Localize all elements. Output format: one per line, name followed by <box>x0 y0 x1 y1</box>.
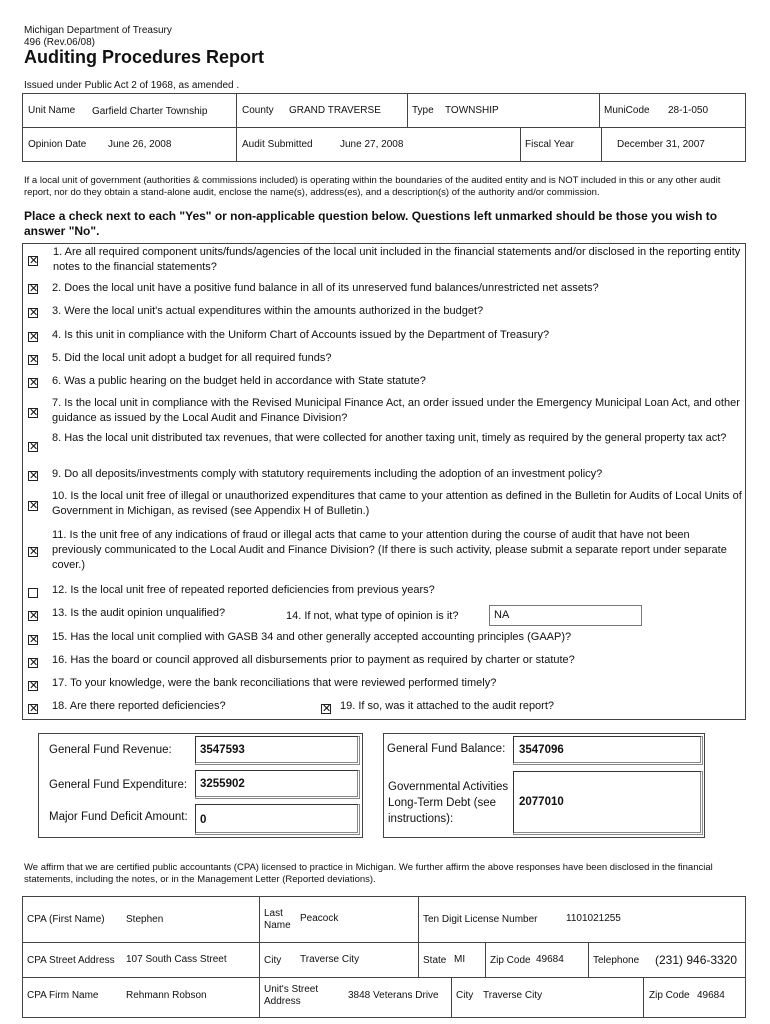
unit-name-label: Unit Name <box>28 105 76 116</box>
q13-text: 13. Is the audit opinion unqualified? <box>52 607 226 619</box>
license-field[interactable]: 1101021255 <box>566 913 621 924</box>
q15-text: 15. Has the local unit complied with GASB 34 and other generally accepted accounting principles (GAAP)? <box>52 631 572 643</box>
q16-checkbox[interactable]: ✕ <box>29 656 39 669</box>
cpa-street-field[interactable]: 107 South Cass Street <box>126 954 227 965</box>
q4-checkbox[interactable]: ✕ <box>29 330 39 343</box>
audit-submitted-label: Audit Submitted <box>242 139 313 150</box>
type-label: Type <box>412 105 434 116</box>
affirmation-text: We affirm that we are certified public accountants (CPA) licensed to practice in Michigan. We further affirm the above responses have been disclosed in the financial statements, including the notes, or in the Management Letter (Reported deviations). <box>24 862 713 885</box>
cpa-last-name-field[interactable]: Peacock <box>300 913 339 924</box>
opinion-date-label: Opinion Date <box>28 139 87 150</box>
unit-name-field[interactable]: Garfield Charter Township <box>92 106 208 117</box>
q14-text: 14. If not, what type of opinion is it? <box>286 610 459 622</box>
q14-opinion-input[interactable]: NA <box>489 605 642 626</box>
q16-text: 16. Has the board or council approved all disbursements prior to payment as required by charter or statute? <box>52 654 575 666</box>
gf-expenditure-label: General Fund Expenditure: <box>49 779 188 791</box>
q4-text: 4. Is this unit in compliance with the Uniform Chart of Accounts issued by the Department of Treasury? <box>52 329 550 341</box>
gf-balance-value: 3547096 <box>519 744 564 756</box>
q7-checkbox[interactable]: ✕ <box>29 406 39 419</box>
q2-text: 2. Does the local unit have a positive fund balance in all of its unreserved fund balances/unrestricted net assets? <box>52 282 599 294</box>
q2-checkbox[interactable]: ✕ <box>29 282 39 295</box>
unit-street-label: Unit's Street Address <box>264 984 319 1007</box>
unit-info-table <box>22 93 746 162</box>
gf-revenue-value: 3547593 <box>200 744 245 756</box>
cpa-table <box>22 896 746 1018</box>
cpa-state-label: State <box>423 955 447 966</box>
q5-checkbox[interactable]: ✕ <box>29 353 39 366</box>
unit-street-field[interactable]: 3848 Veterans Drive <box>348 990 439 1001</box>
q6-text: 6. Was a public hearing on the budget held in accordance with State statute? <box>52 375 426 387</box>
q7-text: 7. Is the local unit in compliance with the Revised Municipal Finance Act, an order issued under the Emergency Municipal Loan Act, and other guidance as issued by the Local Audit and Finance Division? <box>52 397 740 424</box>
department-name: Michigan Department of Treasury <box>24 25 172 36</box>
cpa-state-field[interactable]: MI <box>454 954 466 965</box>
q11-text: 11. Is the unit free of any indications of fraud or illegal acts that came to your attention during the course of audit that have not been previously communicated to the Local Audit and Finance Division? (If there is such activity, please submit a separate report under separate cover.) <box>52 529 727 571</box>
instruction-text: Place a check next to each "Yes" or non-applicable question below. Questions left unmarked should be those you wish to answer "No". <box>24 209 718 238</box>
q12-checkbox[interactable] <box>28 588 38 598</box>
notice-text: If a local unit of government (authorities & commissions included) is operating within the boundaries of the audited entity and is NOT included in this or any other audit report, nor do they obtain a stand-alone audit, enclose the name(s), address(es), and a description(s) of the authority and/or commission. <box>24 175 721 198</box>
cpa-street-label: CPA Street Address <box>27 955 115 966</box>
q8-text: 8. Has the local unit distributed tax revenues, that were collected for another taxing unit, timely as required by the general property tax act? <box>52 432 727 444</box>
cpa-firm-label: CPA Firm Name <box>27 990 99 1001</box>
unit-city-field[interactable]: Traverse City <box>483 990 543 1001</box>
cpa-city-label: City <box>264 955 282 966</box>
cpa-city-field[interactable]: Traverse City <box>300 954 360 965</box>
deficit-value: 0 <box>200 814 207 826</box>
q18-text: 18. Are there reported deficiencies? <box>52 700 226 712</box>
unit-zip-field[interactable]: 49684 <box>697 990 725 1001</box>
cpa-firm-field[interactable]: Rehmann Robson <box>126 990 207 1001</box>
q18-checkbox[interactable]: ✕ <box>29 702 39 715</box>
cpa-phone-label: Telephone <box>593 955 640 966</box>
gf-expenditure-value: 3255902 <box>200 778 245 790</box>
q1-checkbox[interactable]: ✕ <box>29 254 39 267</box>
page-title: Auditing Procedures Report <box>24 47 265 67</box>
unit-zip-label: Zip Code <box>649 990 690 1001</box>
q5-text: 5. Did the local unit adopt a budget for all required funds? <box>52 352 332 364</box>
audit-submitted-field[interactable]: June 27, 2008 <box>340 139 404 150</box>
q13-checkbox[interactable]: ✕ <box>29 609 39 622</box>
q12-text: 12. Is the local unit free of repeated reported deficiencies from previous years? <box>52 584 435 596</box>
county-field[interactable]: GRAND TRAVERSE <box>289 105 381 116</box>
q17-checkbox[interactable]: ✕ <box>29 679 39 692</box>
county-label: County <box>242 105 274 116</box>
q10-text: 10. Is the local unit free of illegal or unauthorized expenditures that came to your attention as defined in the Bulletin for Audits of Local Units of Government in Michigan, as revised (see Appendix H of Bulletin.) <box>52 490 742 517</box>
q17-text: 17. To your knowledge, were the bank reconciliations that were reviewed performed timely? <box>52 677 497 689</box>
q9-text: 9. Do all deposits/investments comply with statutory requirements including the adoption of an investment policy? <box>52 468 603 480</box>
gf-balance-label: General Fund Balance: <box>387 743 506 755</box>
gf-revenue-label: General Fund Revenue: <box>49 744 172 756</box>
deficit-input[interactable] <box>195 804 360 835</box>
q3-text: 3. Were the local unit's actual expenditures within the amounts authorized in the budget? <box>52 305 484 317</box>
gov-debt-value: 2077010 <box>519 796 564 808</box>
unit-city-label: City <box>456 990 474 1001</box>
license-label: Ten Digit License Number <box>423 914 538 925</box>
municode-label: MuniCode <box>604 105 650 116</box>
deficit-label: Major Fund Deficit Amount: <box>49 811 188 823</box>
q19-checkbox[interactable]: ✕ <box>322 702 332 715</box>
fiscal-year-field[interactable]: December 31, 2007 <box>617 139 705 150</box>
cpa-phone-field[interactable]: (231) 946-3320 <box>655 953 738 967</box>
q11-checkbox[interactable]: ✕ <box>29 545 39 558</box>
q3-checkbox[interactable]: ✕ <box>29 306 39 319</box>
cpa-first-name-field[interactable]: Stephen <box>126 914 164 925</box>
opinion-date-field[interactable]: June 26, 2008 <box>108 139 172 150</box>
q1-text: 1. Are all required component units/funds/agencies of the local unit included in the financial statements and/or disclosed in the reporting entity notes to the financial statements? <box>53 246 741 273</box>
q8-checkbox[interactable]: ✕ <box>29 440 39 453</box>
q15-checkbox[interactable]: ✕ <box>29 633 39 646</box>
q9-checkbox[interactable]: ✕ <box>29 469 39 482</box>
issued-under: Issued under Public Act 2 of 1968, as amended . <box>24 80 240 91</box>
cpa-first-name-label: CPA (First Name) <box>27 914 105 925</box>
q19-text: 19. If so, was it attached to the audit report? <box>340 700 555 712</box>
q6-checkbox[interactable]: ✕ <box>29 376 39 389</box>
form-number: 496 (Rev.06/08) <box>24 37 95 48</box>
gov-debt-label: Governmental Activities Long-Term Debt (see instructions): <box>388 781 509 825</box>
cpa-zip-label: Zip Code <box>490 955 531 966</box>
municode-field[interactable]: 28-1-050 <box>668 105 709 116</box>
q10-checkbox[interactable]: ✕ <box>29 499 39 512</box>
cpa-zip-field[interactable]: 49684 <box>536 954 564 965</box>
type-field[interactable]: TOWNSHIP <box>445 105 499 116</box>
fiscal-year-label: Fiscal Year <box>525 139 574 150</box>
cpa-last-name-label: Last Name <box>264 908 291 931</box>
